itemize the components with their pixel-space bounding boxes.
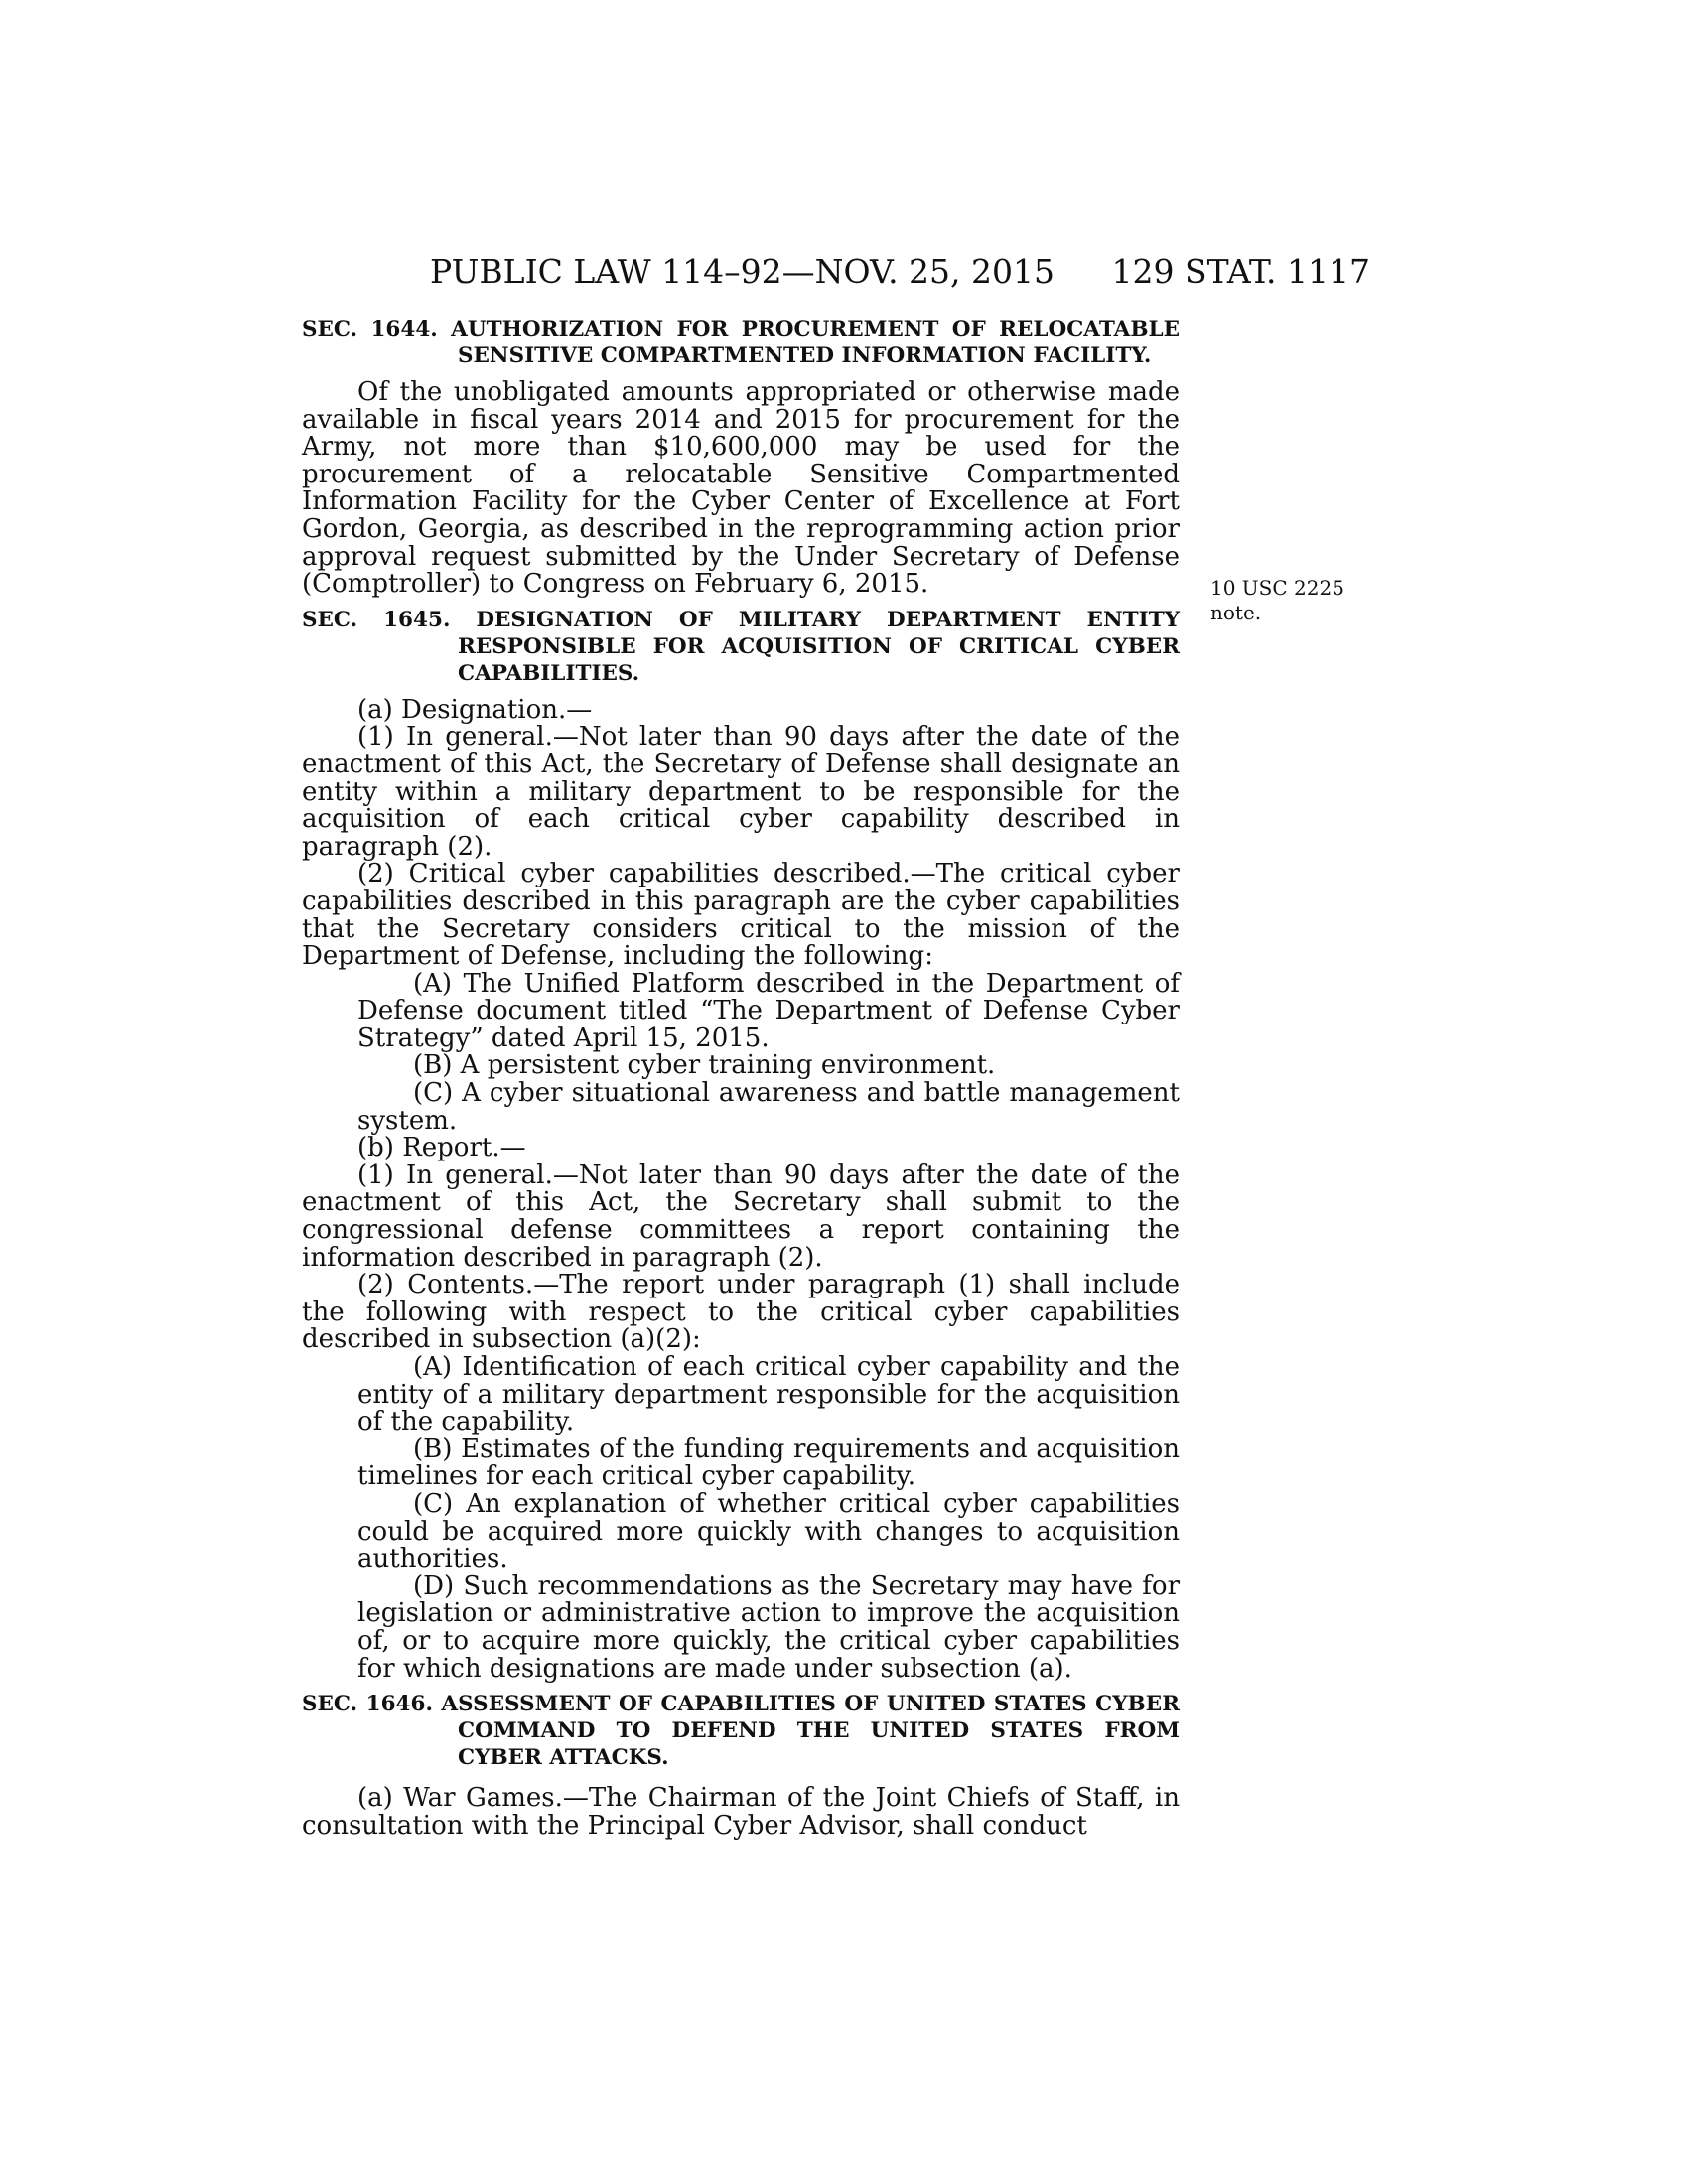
subparagraph-b2-D: (D) Such recommendations as the Secretary may have for legislation or administrative action to improve the acquisition of, or to acquire more quickly, the critical cyber capabilities for which designations are made under subsection (a). xyxy=(357,1570,1180,1684)
margin-note-suffix: note. xyxy=(1210,601,1262,624)
subparagraph-a2-C: (C) A cyber situational awareness and battle management system. xyxy=(357,1078,1180,1136)
margin-note-citation: 10 USC 2225 xyxy=(1210,576,1344,600)
section-1646-heading: SEC. 1646. ASSESSMENT OF CAPABILITIES OF UNITED STATES CYBER COMMAND TO DEFEND THE UNITED STATES FROM CYBER ATTACKS. xyxy=(302,1692,1180,1771)
paragraph-b2: (2) Contents.—The report under paragraph (1) shall include the following with respect to the critical cyber capabilities described in subsection (a)(2): xyxy=(302,1270,1180,1355)
subparagraph-a2-B: (B) A persistent cyber training environment. xyxy=(413,1050,996,1081)
statute-page-number: 129 STAT. 1117 xyxy=(1111,252,1370,291)
paragraph-b1: (1) In general.—Not later than 90 days after the date of the enactment of this Act, the Secretary shall submit to the congressional defense committees a report containing the information described in paragraph (2). xyxy=(302,1160,1180,1273)
subparagraph-a2-A: (A) The Unified Platform described in the Department of Defense document titled “The Department of Defense Cyber Strategy” dated April 15, 2015. xyxy=(357,968,1180,1053)
subsection-b-label: (b) Report.— xyxy=(357,1133,526,1163)
document-body xyxy=(302,316,1180,1840)
subparagraph-b2-A: (A) Identification of each critical cyber capability and the entity of a military department responsible for the acquisition of the capability. xyxy=(357,1352,1180,1437)
subsection-a-label: (a) Designation.— xyxy=(357,694,593,725)
running-header-title: PUBLIC LAW 114–92—NOV. 25, 2015 xyxy=(430,252,1055,291)
subparagraph-b2-B: (B) Estimates of the funding requirements and acquisition timelines for each critical cyber capability. xyxy=(357,1433,1180,1492)
section-1646-subsection-a: (a) War Games.—The Chairman of the Joint Chiefs of Staff, in consultation with the Principal Cyber Advisor, shall conduct xyxy=(302,1783,1180,1841)
paragraph-a1: (1) In general.—Not later than 90 days after the date of the enactment of this Act, the Secretary of Defense shall designate an entity within a military department to be responsible for the acquisition of each critical cyber capability described in paragraph (2). xyxy=(302,722,1180,862)
subparagraph-b2-C: (C) An explanation of whether critical cyber capabilities could be acquired more quickly with changes to acquisition authorities. xyxy=(357,1488,1180,1574)
section-1644-body: Of the unobligated amounts appropriated or otherwise made available in fiscal years 2014 and 2015 for procurement for the Army, not more than $10,600,000 may be used for the procurement of a relocatable Sensitive Compartmented Information Facility for the Cyber Center of Excellence at Fort Gordon, Georgia, as described in the reprogramming action prior approval request submitted by the Under Secretary of Defense (Comptroller) to Congress on February 6, 2015. xyxy=(302,377,1180,600)
margin-note xyxy=(1210,576,1344,625)
paragraph-a2: (2) Critical cyber capabilities described.—The critical cyber capabilities described in this paragraph are the cyber capabilities that the Secretary considers critical to the mission of the Department of Defense, including the following: xyxy=(302,859,1180,972)
section-1644-heading: SEC. 1644. AUTHORIZATION FOR PROCUREMENT OF RELOCATABLE SENSITIVE COMPARTMENTED INFORMATION FACILITY. xyxy=(302,317,1180,368)
section-1645-heading: SEC. 1645. DESIGNATION OF MILITARY DEPARTMENT ENTITY RESPONSIBLE FOR ACQUISITION OF CRITICAL CYBER CAPABILITIES. xyxy=(302,607,1180,686)
